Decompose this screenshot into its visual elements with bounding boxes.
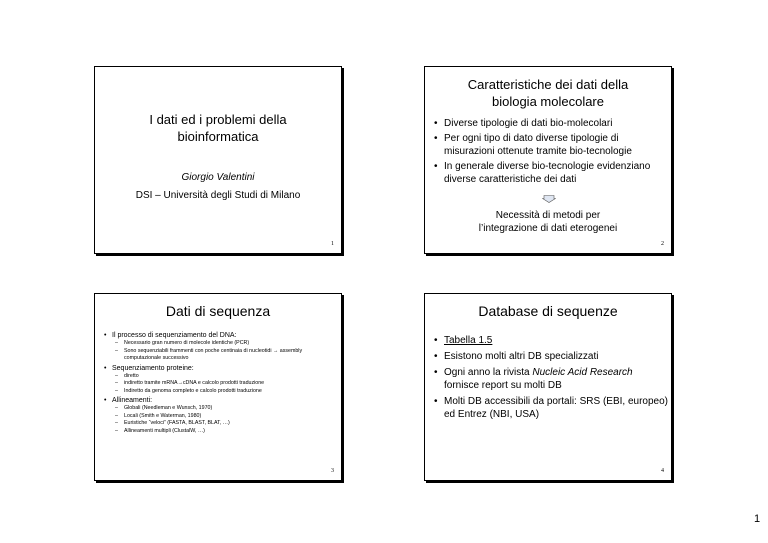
- bullet-heading: • Sequenziamento proteine:: [104, 364, 194, 372]
- list-item: • In generale diverse bio-tecnologie evidenziano diverse caratteristiche dei dati: [434, 160, 666, 186]
- slide-1: [94, 66, 342, 254]
- content: [104, 331, 336, 435]
- list-item: • Molti DB accessibili da portali: SRS (EBI, europeo) ed Entrez (NBI, USA): [434, 395, 668, 421]
- page-number: 1: [754, 513, 761, 525]
- list-item: – diretto: [115, 373, 336, 381]
- list-item: [434, 334, 668, 347]
- list-item: – Locali (Smith e Waterman, 1980): [115, 413, 336, 421]
- slide-4: [424, 293, 672, 481]
- list-item: • Per ogni tipo di dato diverse tipologie di misurazioni ottenute tramite bio-tecnologie: [434, 132, 666, 158]
- slide-title: Dati di sequenza: [165, 303, 271, 319]
- sub-list: [115, 373, 336, 396]
- list-item: – Globali (Needleman e Wunsch, 1970): [115, 405, 336, 413]
- list-item: – indiretto tramite mRNA→cDNA e calcolo prodotti traduzione: [115, 380, 336, 388]
- sub-list: [115, 340, 336, 363]
- slide-title: Database di sequenze: [478, 303, 618, 319]
- list-item: • Diverse tipologie di dati bio-molecolari: [434, 117, 666, 130]
- conclusion-text: Necessità di metodi per l’integrazione di dati eterogenei: [478, 210, 618, 234]
- list-item: – Euristiche “veloci” (FASTA, BLAST, BLAT, …): [115, 420, 336, 428]
- slide-title: Caratteristiche dei dati della biologia molecolare: [467, 77, 629, 109]
- sub-list: [115, 405, 336, 435]
- slide-3: [94, 293, 342, 481]
- list-item: – Necessario gran numero di molecole identiche (PCR): [115, 340, 336, 348]
- bullet-heading: • Allineamenti:: [104, 397, 153, 404]
- list-item: – Sono sequenziabili frammenti con poche centinaia di nucleotidi → assembly computazionale successivo: [115, 348, 336, 363]
- affiliation: DSI – Università degli Studi di Milano: [135, 190, 301, 201]
- slide-number: 4: [661, 468, 664, 474]
- table-reference-link[interactable]: Tabella 1.5: [444, 335, 493, 346]
- slide-2: [424, 66, 672, 254]
- bullet-list: [434, 117, 666, 186]
- slide-number: 1: [331, 241, 334, 247]
- slide-title: I dati ed i problemi della bioinformatica: [149, 112, 287, 144]
- down-arrow-icon: [542, 195, 556, 203]
- slide-number: 2: [661, 241, 664, 247]
- bullet-heading: • Il processo di sequenziamento del DNA:: [104, 332, 237, 339]
- author-name: Giorgio Valentini: [181, 172, 255, 183]
- slide-number: 3: [331, 468, 334, 474]
- bullet-list: [434, 334, 668, 421]
- list-item: • Ogni anno la rivista Nucleic Acid Research fornisce report su molti DB: [434, 366, 668, 392]
- list-item: – Allineamenti multipli (ClustalW, …): [115, 428, 336, 436]
- list-item: – Indiretto da genoma completo e calcolo prodotti traduzione: [115, 388, 336, 396]
- list-item: • Esistono molti altri DB specializzati: [434, 350, 668, 363]
